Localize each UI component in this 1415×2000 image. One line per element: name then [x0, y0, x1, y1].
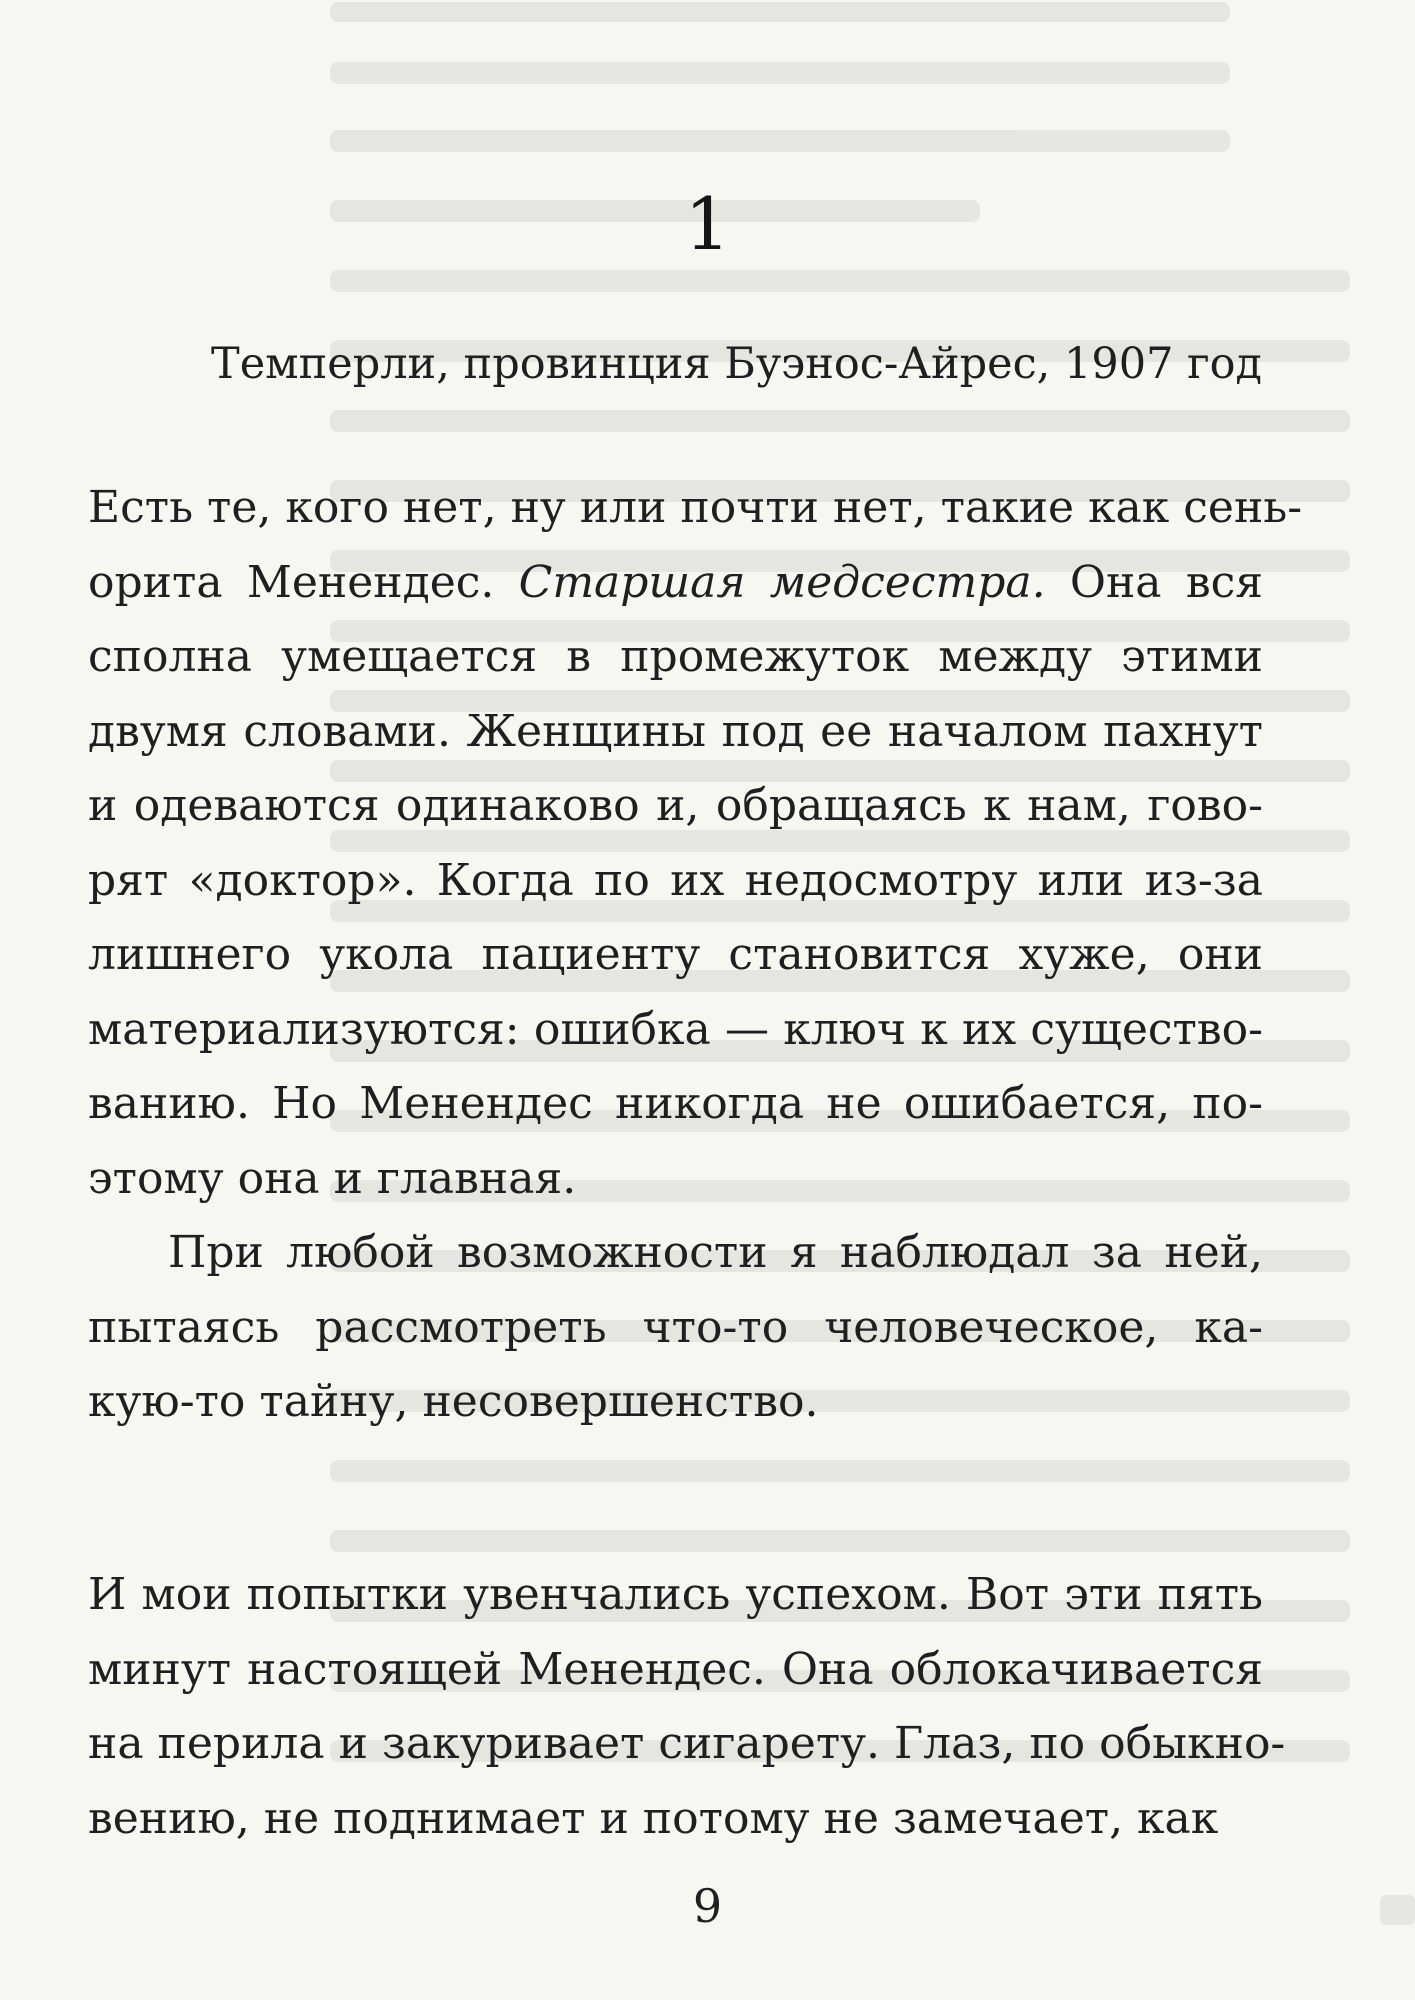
chapter-number: 1 — [684, 182, 731, 266]
text-line — [88, 844, 1263, 919]
text-line — [88, 695, 1263, 770]
text-line — [88, 1142, 1263, 1217]
text-line — [88, 1365, 1263, 1440]
text-line — [88, 471, 1303, 546]
italic-phrase: Старшая медсестра. — [518, 556, 1046, 608]
paragraph-1 — [88, 471, 1303, 1216]
text-segment: сполна умещается в промежуток между этими — [88, 631, 1263, 682]
text-line — [88, 1707, 1286, 1782]
text-segment: орита Менендес. — [88, 556, 519, 608]
text-line — [88, 1067, 1263, 1142]
text-segment: Она вся — [1045, 556, 1263, 608]
text-segment: рят «доктор». Когда по их недосмотру или из-за — [88, 854, 1263, 906]
paragraph-2 — [88, 1216, 1263, 1440]
text-line — [88, 546, 1263, 621]
text-segment: на перила и закуривает сигарету. Глаз, по обыкно- — [88, 1718, 1286, 1769]
text-segment: кую-то тайну, несовершенство. — [88, 1376, 819, 1427]
paragraph-3 — [88, 1558, 1286, 1856]
text-segment: лишнего укола пациенту становится хуже, они — [88, 929, 1263, 980]
text-line — [88, 620, 1263, 695]
text-line — [88, 1291, 1263, 1366]
page-number: 9 — [692, 1879, 723, 1933]
text-line — [88, 769, 1263, 844]
text-line — [88, 1782, 1263, 1857]
text-segment: двумя словами. Женщины под ее началом пахнут — [88, 705, 1263, 757]
text-segment: и одеваются одинаково и, обращаясь к нам, гово- — [88, 780, 1263, 831]
text-line — [88, 1633, 1263, 1708]
chapter-dateline: Темперли, провинция Буэнос-Айрес, 1907 год — [211, 339, 1262, 389]
text-segment: ванию. Но Менендес никогда не ошибается, по- — [88, 1078, 1263, 1129]
text-line — [88, 993, 1263, 1068]
text-segment: материализуются: ошибка — ключ к их существо- — [88, 1003, 1263, 1055]
text-segment: пытаясь рассмотреть что-то человеческое, ка- — [88, 1301, 1263, 1353]
text-segment: вению, не поднимает и потому не замечает, как — [88, 1792, 1219, 1844]
text-segment: Есть те, кого нет, ну или почти нет, такие как сень- — [88, 482, 1303, 533]
text-line — [88, 918, 1263, 993]
text-line — [88, 1558, 1263, 1633]
text-line — [88, 1216, 1263, 1291]
text-segment: При любой возможности я наблюдал за ней, — [168, 1227, 1263, 1278]
text-segment: И мои попытки увенчались успехом. Вот эти пять — [88, 1569, 1263, 1620]
text-segment: этому она и главная. — [88, 1152, 577, 1204]
text-segment: минут настоящей Менендес. Она облокачивается — [88, 1643, 1263, 1695]
